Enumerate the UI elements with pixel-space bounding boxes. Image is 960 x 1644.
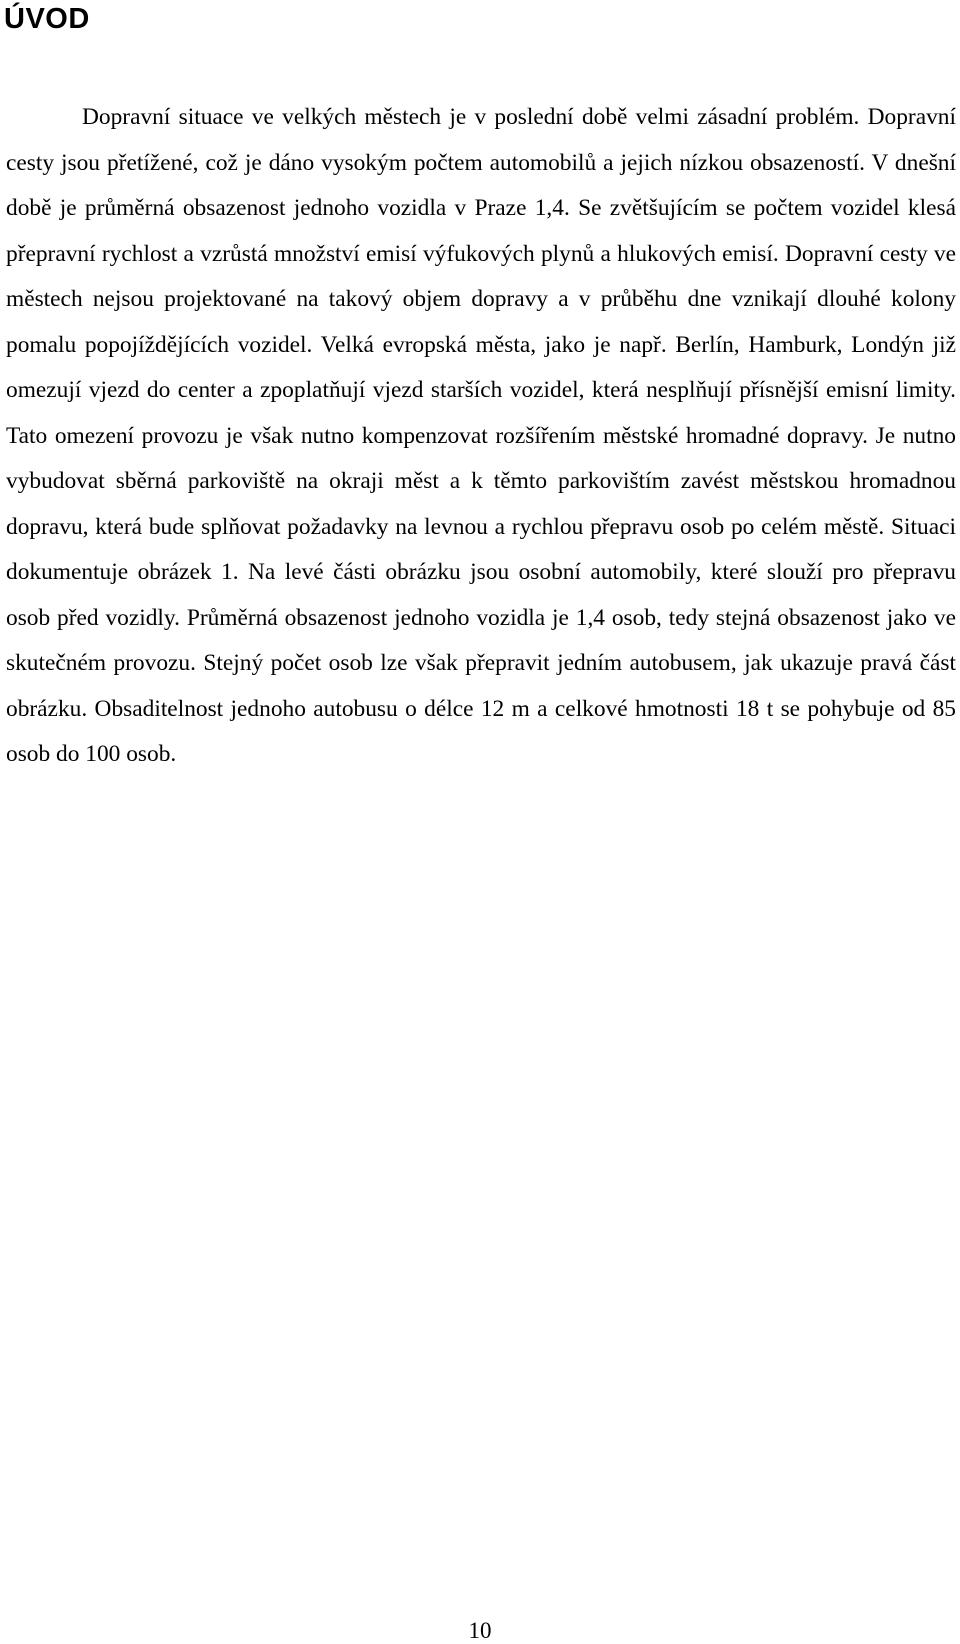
- body-paragraph: Dopravní situace ve velkých městech je v poslední době velmi zásadní problém. Dopravní cesty jsou přetížené, což je dáno vysokým počtem automobilů a jejich nízkou obsazeností. V dnešní době je průměrná obsazenost jednoho vozidla v Praze 1,4. Se zvětšujícím se počtem vozidel klesá přepravní rychlost a vzrůstá množství emisí výfukových plynů a hlukových emisí. Dopravní cesty ve městech nejsou projektované na takový objem dopravy a v průběhu dne vznikají dlouhé kolony pomalu popojíždějících vozidel. Velká evropská města, jako je např. Berlín, Hamburk, Londýn již omezují vjezd do center a zpoplatňují vjezd starších vozidel, která nesplňují přísnější emisní limity. Tato omezení provozu je však nutno kompenzovat rozšířením městské hromadné dopravy. Je nutno vybudovat sběrná parkoviště na okraji měst a k těmto parkovištím zavést městskou hromadnou dopravu, která bude splňovat požadavky na levnou a rychlou přepravu osob po celém městě. Situaci dokumentuje obrázek 1. Na levé části obrázku jsou osobní automobily, které slouží pro přepravu osob před vozidly. Průměrná obsazenost jednoho vozidla je 1,4 osob, tedy stejná obsazenost jako ve skutečném provozu. Stejný počet osob lze však přepravit jedním autobusem, jak ukazuje pravá část obrázku. Obsaditelnost jednoho autobusu o délce 12 m a celkové hmotnosti 18 t se pohybuje od 85 osob do 100 osob.: [6, 104, 956, 767]
- section-heading: ÚVOD: [4, 3, 90, 35]
- page-number: 10: [468, 1618, 492, 1643]
